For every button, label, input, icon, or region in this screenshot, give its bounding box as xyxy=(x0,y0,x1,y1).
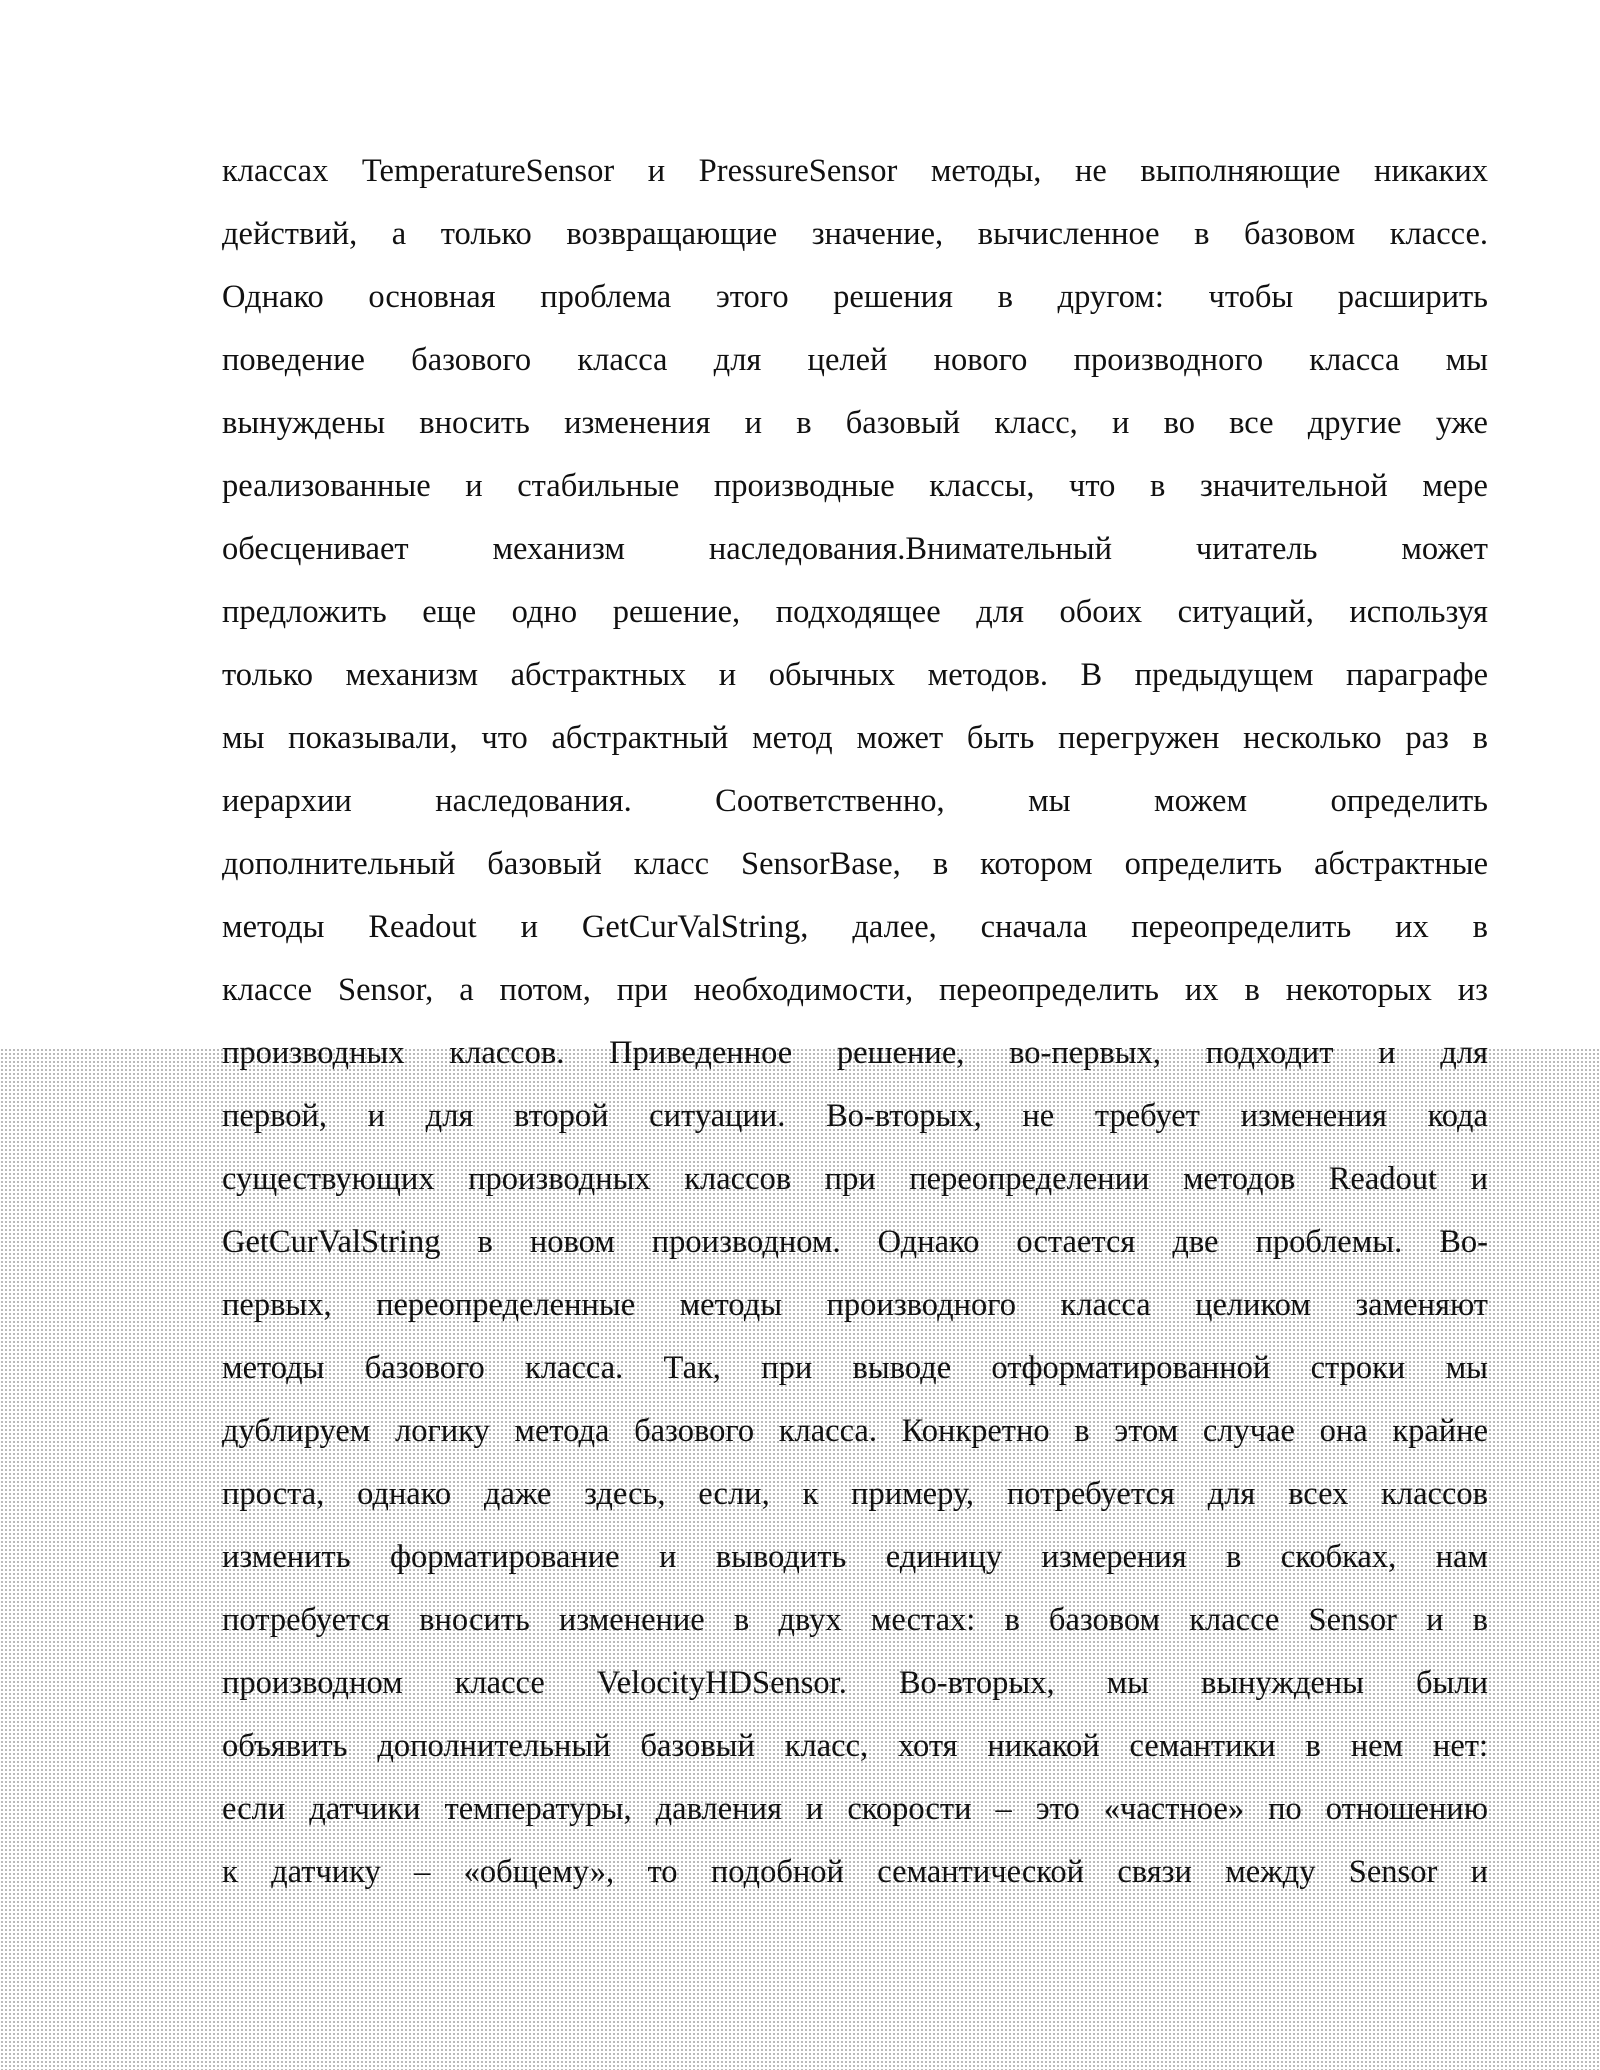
text-line-15: производных классов. Приведенное решение, во-первых, подходит и для xyxy=(222,1035,1488,1071)
text-line-13: методы Readout и GetCurValString, далее, сначала переопределить их в xyxy=(222,909,1488,945)
text-line-19: первых, переопределенные методы производного класса целиком заменяют xyxy=(222,1287,1488,1323)
text-line-11: иерархии наследования. Соответственно, мы можем определить xyxy=(222,783,1488,819)
text-line-28: к датчику – «общему», то подобной семантической связи между Sensor и xyxy=(222,1854,1488,1890)
text-line-18: GetCurValString в новом производном. Однако остается две проблемы. Во- xyxy=(222,1224,1488,1260)
text-line-26: объявить дополнительный базовый класс, хотя никакой семантики в нем нет: xyxy=(222,1728,1488,1764)
text-line-16: первой, и для второй ситуации. Во-вторых, не требует изменения кода xyxy=(222,1098,1488,1134)
text-line-9: только механизм абстрактных и обычных методов. В предыдущем параграфе xyxy=(222,657,1488,693)
text-line-21: дублируем логику метода базового класса. Конкретно в этом случае она крайне xyxy=(222,1413,1488,1449)
text-line-3: Однако основная проблема этого решения в другом: чтобы расширить xyxy=(222,279,1488,315)
text-line-2: действий, а только возвращающие значение, вычисленное в базовом классе. xyxy=(222,216,1488,252)
text-line-17: существующих производных классов при переопределении методов Readout и xyxy=(222,1161,1488,1197)
text-line-6: реализованные и стабильные производные классы, что в значительной мере xyxy=(222,468,1488,504)
text-line-24: потребуется вносить изменение в двух местах: в базовом классе Sensor и в xyxy=(222,1602,1488,1638)
text-line-10: мы показывали, что абстрактный метод может быть перегружен несколько раз в xyxy=(222,720,1488,756)
body-text xyxy=(222,140,1488,1904)
text-line-1: классах TemperatureSensor и PressureSensor методы, не выполняющие никаких xyxy=(222,153,1488,189)
text-line-22: проста, однако даже здесь, если, к примеру, потребуется для всех классов xyxy=(222,1476,1488,1512)
text-line-25: производном классе VelocityHDSensor. Во-вторых, мы вынуждены были xyxy=(222,1665,1488,1701)
text-line-7: обесценивает механизм наследования.Внимательный читатель может xyxy=(222,531,1488,567)
text-line-4: поведение базового класса для целей нового производного класса мы xyxy=(222,342,1488,378)
text-line-5: вынуждены вносить изменения и в базовый класс, и во все другие уже xyxy=(222,405,1488,441)
text-line-12: дополнительный базовый класс SensorBase, в котором определить абстрактные xyxy=(222,846,1488,882)
text-line-20: методы базового класса. Так, при выводе отформатированной строки мы xyxy=(222,1350,1488,1386)
text-line-8: предложить еще одно решение, подходящее для обоих ситуаций, используя xyxy=(222,594,1488,630)
text-line-14: классе Sensor, а потом, при необходимости, переопределить их в некоторых из xyxy=(222,972,1488,1008)
text-line-23: изменить форматирование и выводить единицу измерения в скобках, нам xyxy=(222,1539,1488,1575)
text-line-27: если датчики температуры, давления и скорости – это «частное» по отношению xyxy=(222,1791,1488,1827)
